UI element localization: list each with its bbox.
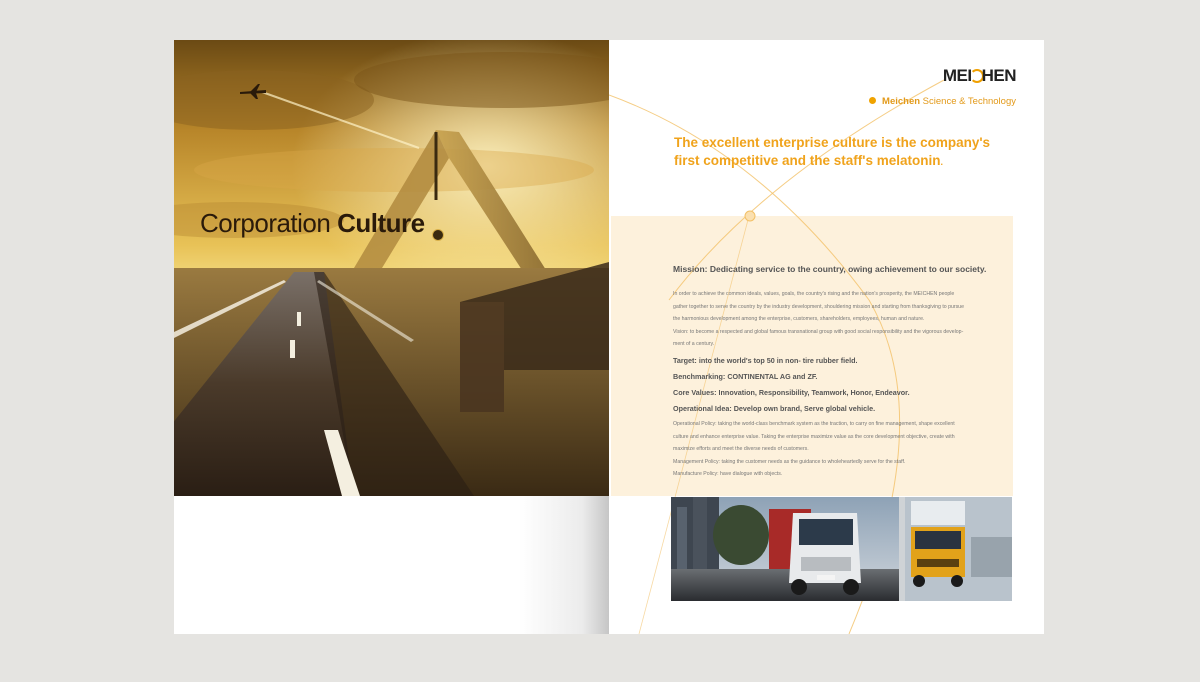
brand-tagline: Science & Technology [920, 96, 1016, 107]
gutter-shadow [519, 496, 609, 634]
truck-yellow [905, 497, 1012, 601]
target-line: Target: into the world's top 50 in non- tire rubber field. [673, 355, 858, 365]
headline [674, 134, 1014, 171]
right-page [609, 40, 1044, 634]
road-sunset-photo [174, 40, 609, 496]
brochure-spread [174, 40, 1044, 634]
paragraph-line: maximize efforts and meet the diverse needs of customers. [673, 446, 809, 453]
trucks-photo-strip [671, 497, 1012, 601]
headline-end: . [940, 157, 944, 167]
headline-line2: first competitive and the staff's melatonin [674, 153, 941, 168]
core-values-line: Core Values: Innovation, Responsibility, Teamwork, Honor, Endeavor. [673, 387, 910, 397]
paragraph-policies [673, 418, 1003, 481]
logo-part2: HEN [981, 66, 1016, 85]
operational-idea-line: Operational Idea: Develop own brand, Serve global vehicle. [673, 403, 876, 413]
paragraph-line: culture and enhance enterprise value. Taking the enterprise maximize value as the core development objective, create with [673, 433, 955, 440]
paragraph-line: the harmonious development among the enterprise, customers, shareholders, employees, human and nature. [673, 316, 925, 323]
paragraph-line: Operational Policy: taking the world-class benchmark system as the traction, to carry on fine management, shape excellent [673, 420, 955, 427]
cover-title [200, 208, 425, 239]
paragraph-line: Manufacture Policy: have dialogue with objects. [673, 471, 783, 478]
cover-title-bold: Culture [337, 208, 425, 238]
benchmarking-line: Benchmarking: CONTINENTAL AG and ZF. [673, 371, 818, 381]
paragraph-line: gather together to serve the country by the industry development, shouldering mission and starting from thanksgiving to pursue [673, 303, 964, 310]
bullet-dot-icon [869, 97, 876, 104]
brand-line [869, 96, 1016, 107]
paragraph-line: Management Policy: taking the customer needs as the guidance to wholeheartedly serve for the staff. [673, 458, 906, 465]
brand-name: Meichen [882, 96, 921, 107]
headline-line1: The excellent enterprise culture is the company's [674, 135, 991, 150]
logo-part1: MEI [942, 66, 972, 85]
cover-title-light: Corporation [200, 208, 331, 238]
left-page [174, 40, 609, 634]
paragraph-line: Vision: to become a respected and global famous transnational group with good social responsibility and the vigorous develop- [673, 328, 964, 335]
paragraph-vision [673, 288, 1003, 351]
mission-statement: Mission: Dedicating service to the country, owing achievement to our society. [673, 264, 987, 274]
paragraph-line: ment of a century. [673, 341, 715, 348]
meichen-logo [943, 66, 1016, 86]
title-dot-icon [432, 229, 444, 241]
paragraph-line: In order to achieve the common ideals, values, goals, the country's rising and the nation's prosperity, the MEICHEN people [673, 291, 955, 297]
body-text [673, 264, 1003, 481]
